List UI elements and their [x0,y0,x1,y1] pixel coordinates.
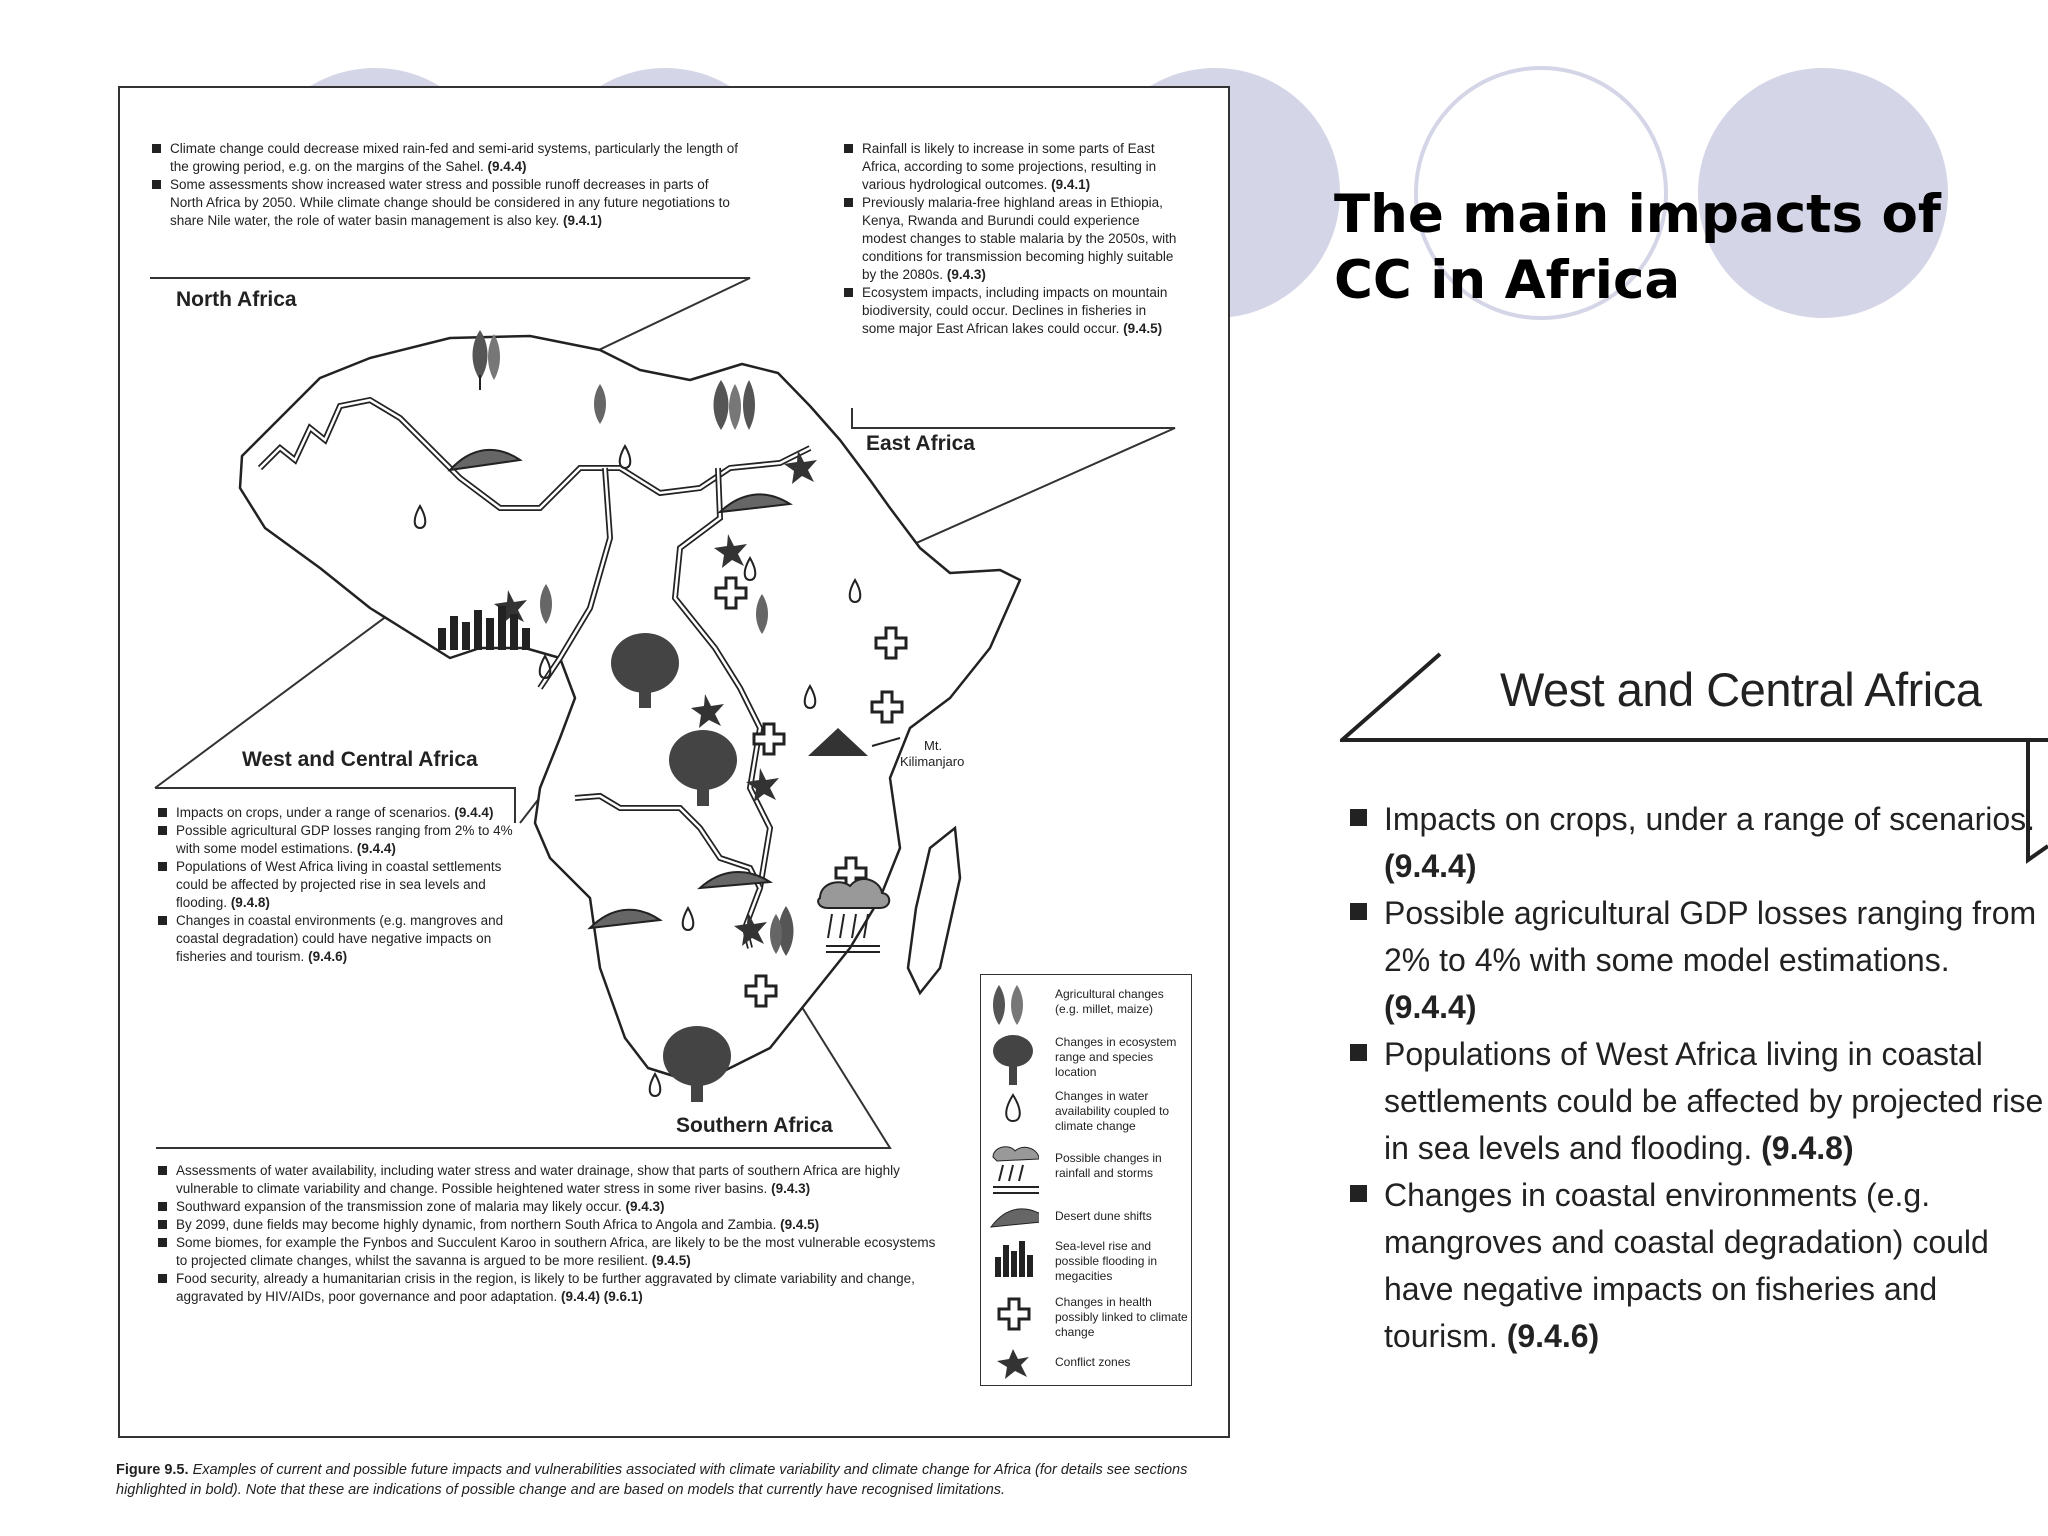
north-africa-item [150,140,740,176]
legend-label: Possible changes in rainfall and storms [1055,1151,1162,1180]
east-africa-item [842,284,1182,338]
item-text: Assessments of water availability, including water stress and water drainage, show that parts of southern Africa are highly vulnerable to climate variability and change. Possible heightened water stress in some river basins. [176,1163,900,1196]
southern-africa-item [156,1198,946,1216]
zoom-item [1346,796,2046,890]
zoom-title: West and Central Africa [1500,663,1982,716]
item-text: Ecosystem impacts, including impacts on mountain biodiversity, could occur. Declines in fisheries in some major East African lakes could occur. [862,285,1168,336]
item-text: Rainfall is likely to increase in some parts of East Africa, according to some projections, resulting in various hydrological outcomes. [862,141,1157,192]
item-text: Populations of West Africa living in coastal settlements could be affected by projected rise in sea levels and flooding. [1384,1036,2044,1166]
slide-title-line2: CC in Africa [1334,250,1681,311]
item-text: Possible agricultural GDP losses ranging from 2% to 4% with some model estimations. [1384,895,2037,978]
north-africa-item [150,176,740,230]
west-africa-item [156,912,516,966]
item-text: Impacts on crops, under a range of scenarios. [1384,801,2036,837]
item-ref: (9.4.4) [454,805,494,820]
item-ref: (9.4.4) [356,841,396,856]
legend-row [981,983,1191,1029]
item-ref: (9.4.6) [308,949,348,964]
item-text: Food security, already a humanitarian crisis in the region, is likely to be further aggravated by climate variability and change, aggravated by HIV/AIDs, poor governance and poor adaptation. [176,1271,915,1304]
legend-row [981,1089,1191,1139]
legend-row [981,1347,1191,1381]
item-text: Populations of West Africa living in coastal settlements could be affected by projected rise in sea levels and flooding. [176,859,502,910]
southern-africa-item [156,1162,946,1198]
crop-icon [989,983,1039,1027]
zoom-item [1346,890,2046,1031]
item-ref: (9.4.3) [625,1199,665,1214]
kilimanjaro-line2: Kilimanjaro [900,754,965,769]
north-africa-box [150,140,740,230]
item-ref: (9.4.4) [1384,848,1477,884]
dune-icon [989,1201,1039,1231]
item-ref: (9.4.3) [771,1181,811,1196]
slide-title-line1: The main impacts of [1334,184,1941,245]
item-ref: (9.4.1) [562,213,602,228]
item-text: Possible agricultural GDP losses ranging from 2% to 4% with some model estimations. [176,823,513,856]
zoom-item [1346,1031,2046,1172]
item-ref: (9.4.4) [1384,989,1477,1025]
southern-africa-item [156,1216,946,1234]
legend-row [981,1143,1191,1197]
legend-label: Changes in health possibly linked to climate change [1055,1295,1188,1339]
southern-africa-item [156,1234,946,1270]
item-text: Impacts on crops, under a range of scenarios. [176,805,451,820]
kilimanjaro-label [900,738,964,770]
africa-impacts-figure [118,86,1230,1438]
crop-icon [714,380,756,430]
city-flood-icon [989,1237,1039,1281]
water-drop-icon [989,1089,1039,1129]
figure-caption [116,1460,1246,1500]
map-legend [980,974,1192,1386]
caption-text: Examples of current and possible future impacts and vulnerabilities associated with climate variability and climate change for Africa (for details see sections highlighted in bold). Note that these are indications of possible change and are based on models that currently have recognised limitations. [116,1462,1188,1498]
kilimanjaro-line1: Mt. [924,738,943,753]
item-ref: (9.4.5) [1123,321,1163,336]
west-central-africa-box [156,804,516,966]
legend-label: Conflict zones [1055,1355,1131,1369]
item-text: Some biomes, for example the Fynbos and Succulent Karoo in southern Africa, are likely to be the most vulnerable ecosystems to projected climate changes, whilst the savanna is argued to be more resilient. [176,1235,936,1268]
legend-row [981,1293,1191,1345]
north-africa-label: North Africa [176,288,297,311]
legend-row [981,1201,1191,1235]
conflict-star-icon [989,1347,1039,1381]
item-text: Previously malaria-free highland areas in Ethiopia, Kenya, Rwanda and Burundi could experience modest changes to stable malaria by the 2050s, with conditions for transmission becoming highly suitable by the 2080s. [862,195,1177,282]
item-text: By 2099, dune fields may become highly dynamic, from northern South Africa to Angola and Zambia. [176,1217,777,1232]
item-ref: (9.4.8) [230,895,270,910]
item-ref: (9.4.3) [946,267,986,282]
west-africa-item [156,858,516,912]
legend-row [981,1033,1191,1087]
item-text: Changes in coastal environments (e.g. mangroves and coastal degradation) could have negative impacts on fisheries and tourism. [176,913,504,964]
item-ref: (9.4.4) (9.6.1) [561,1289,643,1304]
southern-africa-label: Southern Africa [676,1114,833,1137]
legend-label: Sea-level rise and possible flooding in megacities [1055,1239,1158,1283]
zoom-item [1346,1172,2046,1360]
southern-africa-box [156,1162,946,1306]
item-ref: (9.4.8) [1761,1130,1854,1166]
item-ref: (9.4.6) [1506,1318,1600,1354]
item-ref: (9.4.5) [780,1217,820,1232]
item-ref: (9.4.1) [1051,177,1091,192]
east-africa-item [842,194,1182,284]
zoom-list [1346,796,2046,1360]
west-central-africa-label: West and Central Africa [242,748,478,771]
southern-africa-item [156,1270,946,1306]
legend-label: Agricultural changes (e.g. millet, maize) [1055,987,1164,1016]
item-ref: (9.4.4) [487,159,527,174]
tree-icon [989,1033,1039,1087]
item-text: Climate change could decrease mixed rain-fed and semi-arid systems, particularly the length of the growing period, e.g. on the margins of the Sahel. [170,141,739,174]
health-cross-icon [989,1293,1039,1337]
legend-label: Desert dune shifts [1055,1209,1152,1223]
slide-title [1334,182,1974,314]
east-africa-item [842,140,1182,194]
caption-number: Figure 9.5. [116,1462,189,1478]
item-ref: (9.4.5) [651,1253,691,1268]
item-text: Changes in coastal environments (e.g. mangroves and coastal degradation) could have negative impacts on fisheries and tourism. [1384,1177,1989,1354]
east-africa-box [842,140,1182,338]
storm-icon [989,1143,1039,1197]
legend-row [981,1237,1191,1289]
item-text: Southward expansion of the transmission zone of malaria may likely occur. [176,1199,622,1214]
madagascar [908,828,960,993]
legend-label: Changes in water availability coupled to climate change [1055,1089,1170,1133]
east-africa-label: East Africa [866,432,975,455]
west-africa-item [156,822,516,858]
legend-label: Changes in ecosystem range and species location [1055,1035,1177,1079]
item-text: Some assessments show increased water stress and possible runoff decreases in parts of North Africa by 2050. While climate change should be considered in any future negotiations to share Nile water, the role of water basin management is also key. [170,177,730,228]
west-africa-item [156,804,516,822]
